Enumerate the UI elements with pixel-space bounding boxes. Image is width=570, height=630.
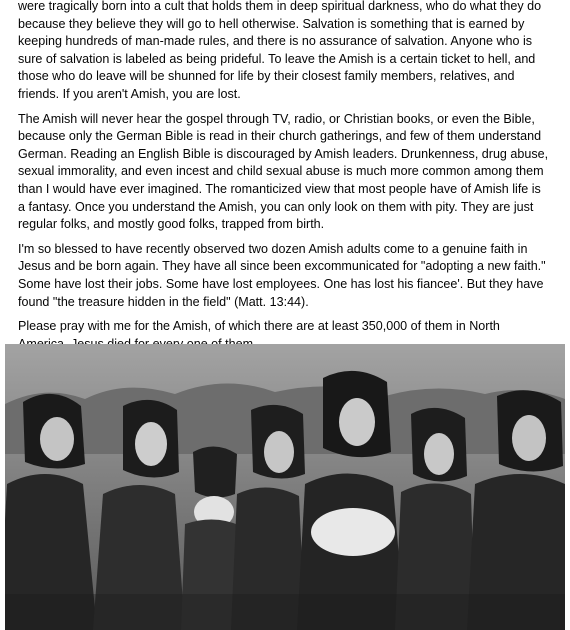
post-paragraph-1: were tragically born into a cult that holds them in deep spiritual darkness, who do what they do because they believe they will go to hell otherwise. Salvation is something that is earned by keeping hundreds of man-made rules, and there is no assurance of salvation. Anyone who is sure of salvation is labeled as being prideful. To leave the Amish is a certain ticket to hell, and those who do leave will be shunned for life by their closest family members, relatives, and friends. If you aren't Amish, you are lost. <box>18 0 542 101</box>
post-paragraph-3: I'm so blessed to have recently observed two dozen Amish adults come to a genuine faith in Jesus and be born again. They have all since been excommunicated for "adopting a new faith." Some have lost their jobs. Some have lost employees. One has lost his fiancee'. But they have found "the treasure hidden in the field" (Matt. 13:44). <box>18 241 546 309</box>
post-paragraph-4: Please pray with me for the Amish, of which there are at least 350,000 of them in North <box>18 319 500 334</box>
baby-bundle <box>311 508 395 556</box>
post-paragraph-2: The Amish will never hear the gospel through TV, radio, or Christian books, or even the Bible, because only the German Bible is read in their church gatherings, and few of them understand German. Reading an English Bible is discouraged by Amish leaders. Drunkenness, drug abuse, sexual immorality, and even incest and child sexual abuse is much more common among them than I would have ever imagined. The romanticized view that most people have of Amish life is a fantasy. Once you understand the Amish, you can only look on them with pity. They are just regular folks, and mostly good folks, trapped from birth. <box>18 111 549 232</box>
post-body-text <box>18 0 556 360</box>
photo-foreground-shade <box>5 594 565 630</box>
amish-women-photo <box>5 344 565 630</box>
post-photo[interactable] <box>5 344 565 630</box>
